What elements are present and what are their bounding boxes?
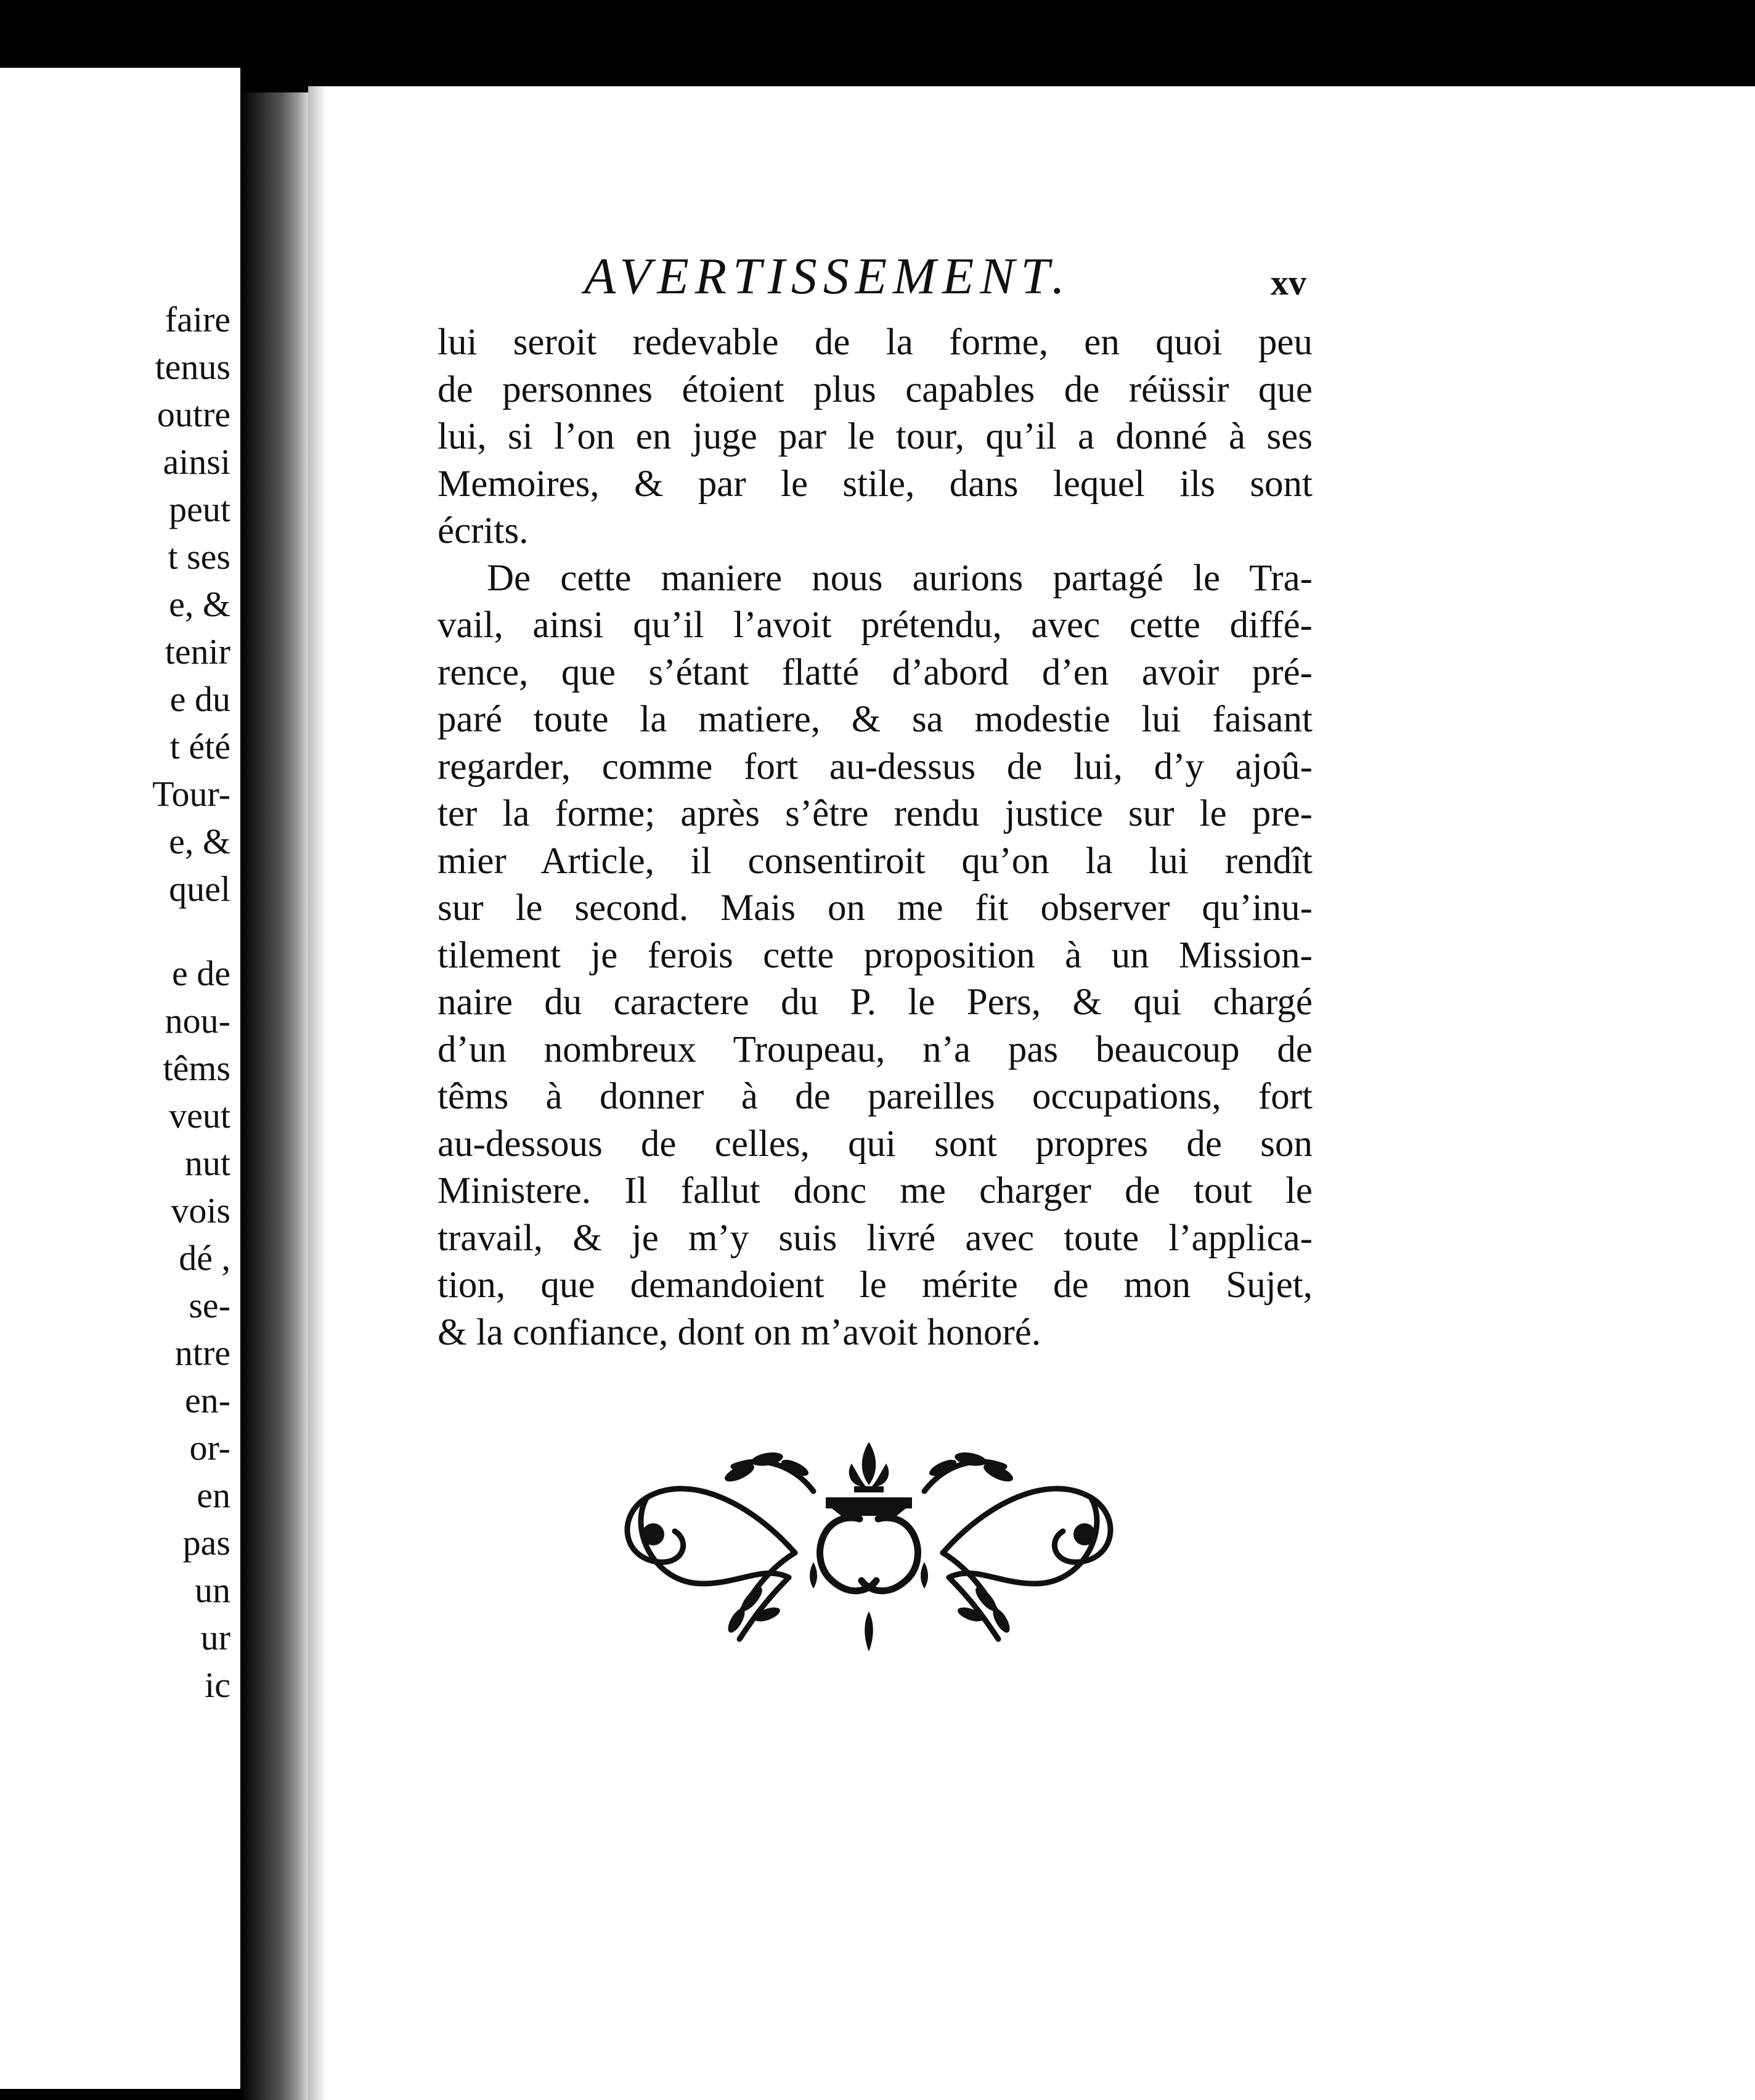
left-page-text xyxy=(152,296,230,1709)
running-head: AVERTISSEMENT. xyxy=(584,248,1071,305)
page-edge-shadow xyxy=(308,86,327,2100)
left-facing-page xyxy=(0,68,240,2089)
text-line: Ministere. Il fallut donc me charger de tout le xyxy=(438,1170,1313,1211)
left-line: veut xyxy=(169,1096,230,1136)
left-line: e, & xyxy=(169,584,230,624)
text-line: paré toute la matiere, & sa modestie lui faisant xyxy=(438,699,1313,740)
fleuron-ornament xyxy=(610,1430,1128,1658)
left-line: ainsi xyxy=(163,442,230,482)
body-text xyxy=(438,319,1313,1356)
text-line: Memoires, & par le stile, dans lequel ils sont xyxy=(438,463,1313,505)
left-line: en- xyxy=(184,1380,230,1420)
text-line: écrits. xyxy=(438,510,529,551)
text-line: naire du caractere du P. le Pers, & qui chargé xyxy=(438,982,1313,1023)
text-line: têms à donner à de pareilles occupations, fort xyxy=(438,1076,1313,1117)
left-line: en xyxy=(197,1475,230,1515)
text-line: vail, ainsi qu’il l’avoit prétendu, avec cette diffé- xyxy=(438,604,1313,646)
left-line: t ses xyxy=(168,537,230,577)
text-line: travail, & je m’y suis livré avec toute l’applica- xyxy=(438,1217,1313,1259)
left-line: se- xyxy=(189,1285,230,1325)
text-line: tilement je ferois cette proposition à un Mission- xyxy=(438,934,1313,976)
text-line: sur le second. Mais on me fit observer qu’inu- xyxy=(438,887,1313,929)
text-line: & la confiance, dont on m’avoit honoré. xyxy=(438,1311,1041,1353)
left-paragraph-gap xyxy=(152,913,230,950)
left-line: dé , xyxy=(179,1238,230,1278)
text-line: d’un nombreux Troupeau, n’a pas beaucoup de xyxy=(438,1028,1313,1070)
text-line: au-dessous de celles, qui sont propres de son xyxy=(438,1123,1313,1165)
left-line: ntre xyxy=(174,1333,230,1373)
left-line: tenus xyxy=(155,347,230,387)
book-gutter xyxy=(240,92,308,2100)
left-line: e, & xyxy=(169,821,230,861)
left-line: outre xyxy=(157,394,230,434)
left-line: ur xyxy=(200,1618,230,1658)
left-line: e de xyxy=(172,953,230,993)
left-line: nou- xyxy=(165,1001,230,1041)
left-line: peut xyxy=(169,489,230,529)
left-line: or- xyxy=(189,1428,230,1468)
text-line: ter la forme; après s’être rendu justice sur le pre- xyxy=(438,793,1313,834)
left-line: vois xyxy=(171,1190,230,1231)
text-line: regarder, comme fort au-dessus de lui, d’y ajoû- xyxy=(438,746,1313,788)
text-line: rence, que s’étant flatté d’abord d’en avoir pré- xyxy=(438,651,1313,693)
left-line: t été xyxy=(169,726,230,767)
page-number: xv xyxy=(1271,262,1306,303)
left-line: têms xyxy=(163,1048,230,1088)
text-line: lui seroit redevable de la forme, en quoi peu xyxy=(438,322,1313,363)
text-line: tion, que demandoient le mérite de mon Sujet, xyxy=(438,1264,1313,1306)
left-line: nut xyxy=(184,1143,230,1183)
left-line: quel xyxy=(169,869,230,909)
left-line: pas xyxy=(182,1523,230,1563)
left-line: e du xyxy=(169,679,230,719)
left-line: faire xyxy=(165,299,230,340)
left-line: tenir xyxy=(165,632,230,672)
text-line: mier Article, il consentiroit qu’on la lui rendît xyxy=(438,840,1313,882)
text-line: De cette maniere nous aurions partagé le Tra- xyxy=(487,557,1313,599)
left-line: un xyxy=(195,1570,230,1610)
text-line: de personnes étoient plus capables de réüssir que xyxy=(438,368,1313,410)
left-line: Tour- xyxy=(152,774,230,814)
left-line: ic xyxy=(205,1665,230,1705)
text-line: lui, si l’on en juge par le tour, qu’il a donné à ses xyxy=(438,416,1313,457)
